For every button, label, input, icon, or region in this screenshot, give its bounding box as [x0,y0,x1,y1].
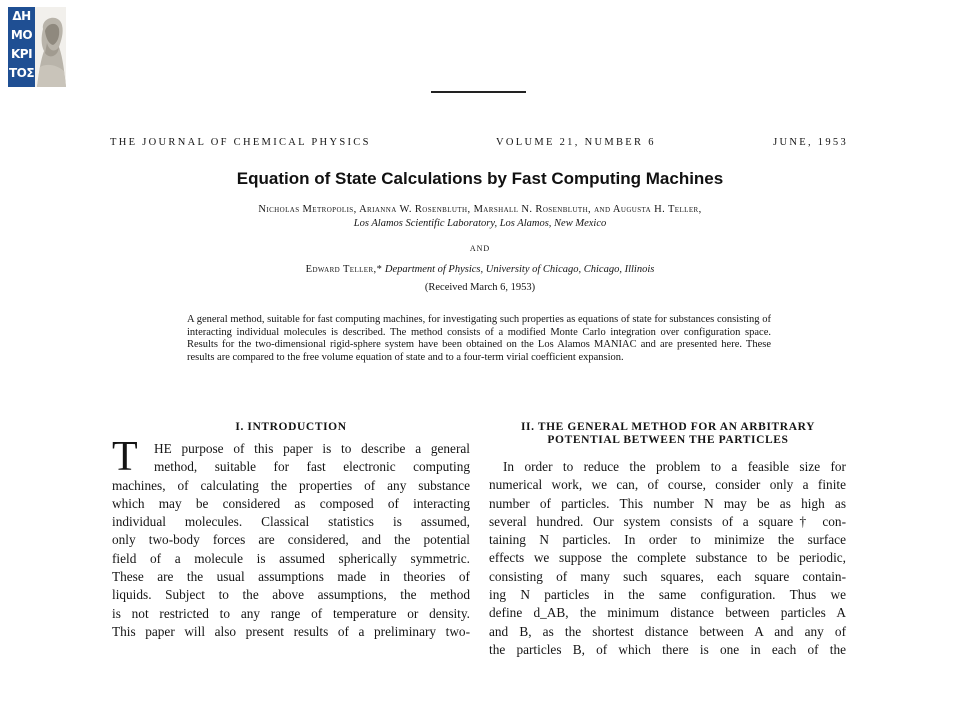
text-line: number of particles. This number N may be as high as [489,495,846,511]
logo-text-line: ΔΗ [12,9,31,23]
drop-cap: T [112,434,138,480]
second-author: Edward Teller,* [305,264,383,275]
and-separator: AND [469,244,491,253]
second-author-line [120,263,840,276]
bust-icon [35,7,66,87]
received-date: (Received March 6, 1953) [424,282,536,293]
text-line: numerical work, we can, of course, consider only a finite [489,477,846,493]
text-line: effects we suppose the complete substance to be periodic, [489,550,846,566]
journal-header [110,137,848,149]
text-line: method, suitable for fast electronic computing [154,459,470,475]
top-rule [431,91,526,93]
text-line: HE purpose of this paper is to describe a general [154,441,470,456]
text-line: individual molecules. Classical statistics is assumed, [112,514,470,530]
text-line: machines, of calculating the properties of any substance [112,477,470,493]
text-line: which may be considered as composed of interacting [112,495,470,511]
democritus-logo [8,7,66,87]
logo-text-band [8,7,35,87]
section-heading-line: POTENTIAL BETWEEN THE PARTICLES [547,434,789,446]
text-line: ing N particles in the same configuration. Thus we [489,587,846,603]
section-heading-line: II. THE GENERAL METHOD FOR AN ARBITRARY [520,421,816,433]
text-line: only two-body forces are considered, and the potential [112,532,470,548]
logo-text-line: ΜΟ [10,28,33,42]
text-line: This paper will also present results of a preliminary two- [112,623,470,639]
introduction-text [112,434,470,641]
authors-line: Nicholas Metropolis, Arianna W. Rosenbluth, Marshall N. Rosenbluth, and Augusta H. Teller, [258,204,702,215]
text-line: field of a molecule is assumed spherically symmetric. [112,550,470,566]
journal-name: THE JOURNAL OF CHEMICAL PHYSICS [110,137,371,148]
text-line: consisting of many such squares, each square contain- [489,568,846,584]
logo-text-line: ΤΟΣ [8,66,35,80]
general-method-text [489,458,847,659]
text-line: taining N particles. In order to minimize the surface [489,532,846,548]
text-line: is not restricted to any range of temperature or density. [112,605,470,621]
text-line: the particles B, of which there is one in each of the [489,641,846,657]
journal-date: JUNE, 1953 [773,137,848,148]
logo-text-line: ΚΡΙ [10,47,33,61]
text-line: and B, as the shortest distance between A and any of [489,623,846,639]
paper-title: Equation of State Calculations by Fast Computing Machines [236,169,724,188]
affiliation-line: Los Alamos Scientific Laboratory, Los Alamos, New Mexico [353,218,607,229]
section-heading-general-method [489,421,847,447]
text-line: define d_AB, the minimum distance between particles A [489,605,846,621]
text-line: These are the usual assumptions made in theories of [112,569,470,585]
text-line: In order to reduce the problem to a feasible size for [503,459,846,474]
abstract: A general method, suitable for fast computing machines, for investigating such properties as equations of state for substances consisting of interacting individual molecules is described. The method consists of a modified Monte Carlo integration over configuration space. Results for the two-dimensional rigid-sphere system have been obtained on the Los Alamos MANIAC and are presented here. These results are compared to the free volume equation of state and to a four-term virial coefficient expansion. [187,314,771,363]
second-affiliation: Department of Physics, University of Chicago, Chicago, Illinois [384,264,655,275]
text-line: liquids. Subject to the above assumptions, the method [112,587,470,603]
section-heading-introduction: I. INTRODUCTION [235,421,347,433]
text-line: several hundred. Our system consists of a square† con- [489,513,846,529]
journal-volume: VOLUME 21, NUMBER 6 [496,137,656,148]
